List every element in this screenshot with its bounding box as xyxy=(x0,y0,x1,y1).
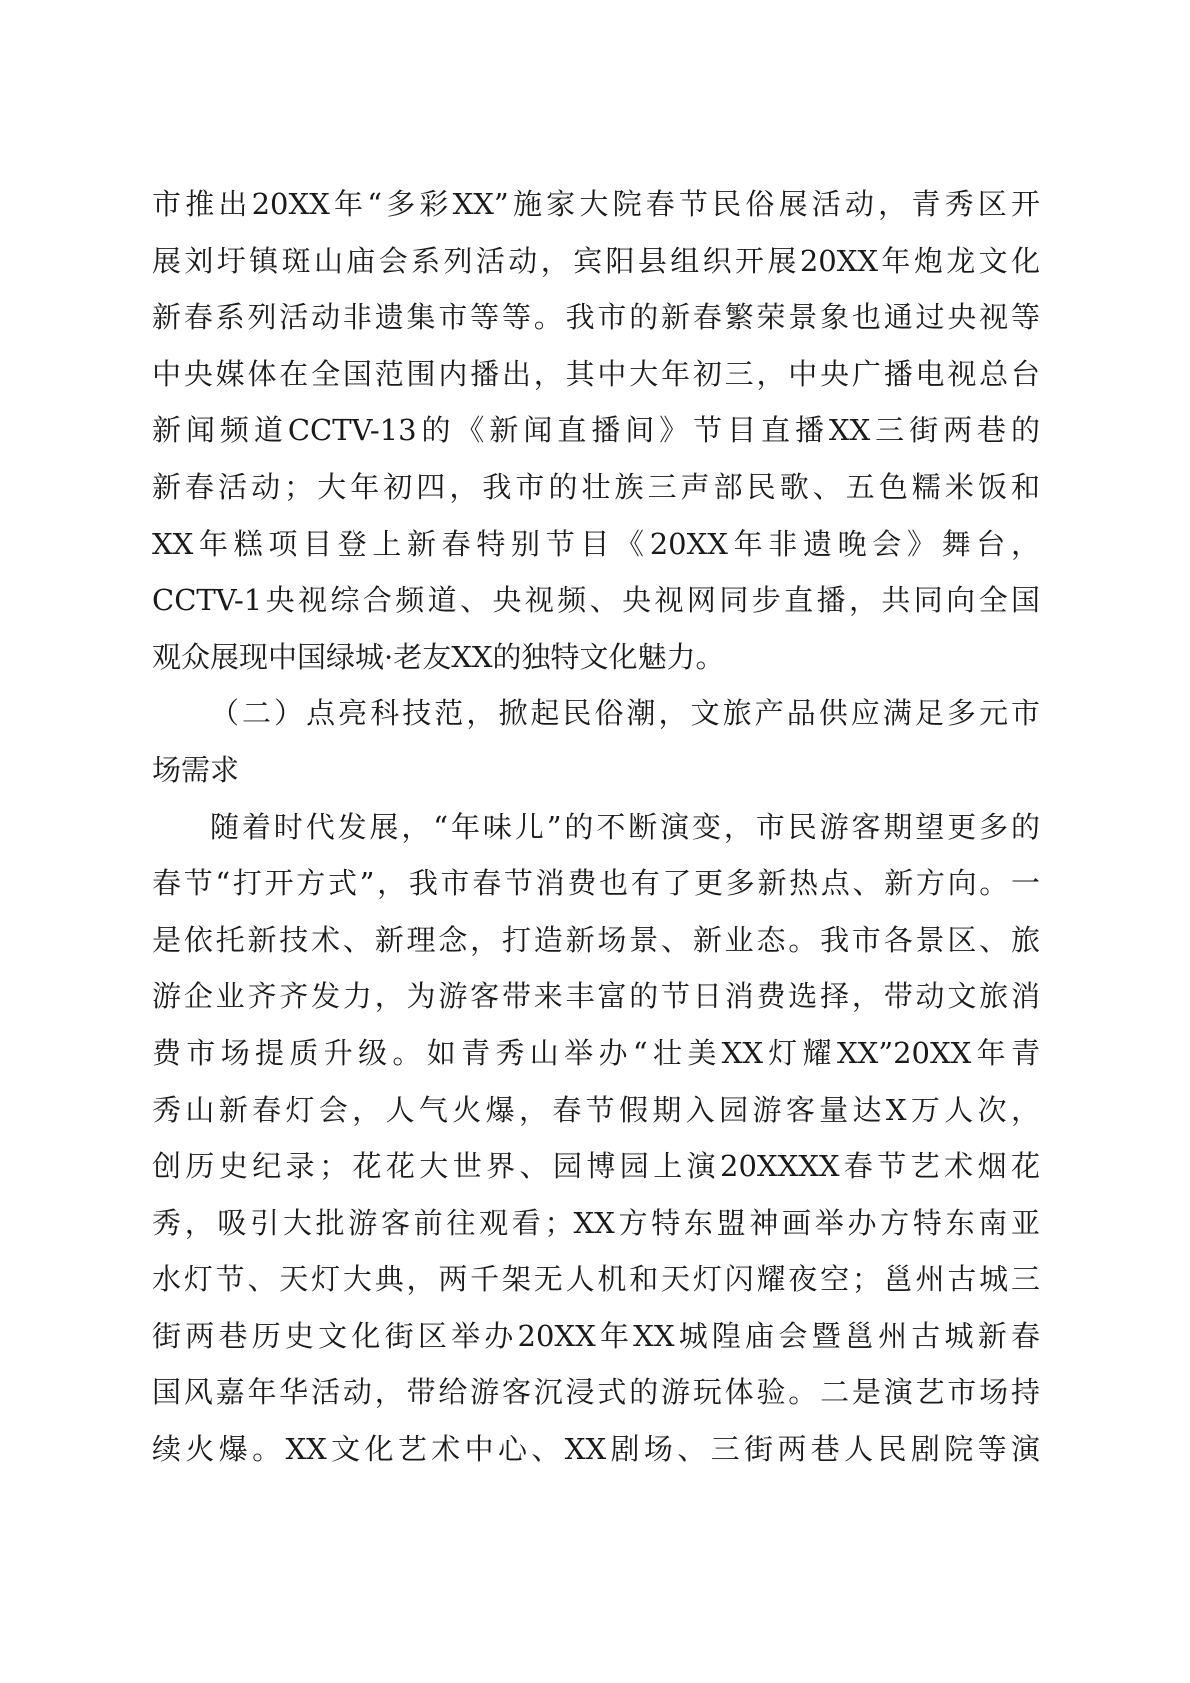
text-line: 展刘圩镇斑山庙会系列活动，宾阳县组织开展20XX年炮龙文化 xyxy=(152,243,1040,278)
text-line: 观众展现中国绿城·老友XX的独特文化魅力。 xyxy=(152,639,725,674)
text-line: 费市场提质升级。如青秀山举办“壮美XX灯耀XX”20XX年青 xyxy=(152,1035,1040,1070)
text-line: 创历史纪录；花花大世界、园博园上演20XXXX春节艺术烟花 xyxy=(152,1149,1040,1184)
text-line: 国风嘉年华活动，带给游客沉浸式的游玩体验。二是演艺市场持 xyxy=(152,1375,1040,1410)
text-line: 市推出20XX年“多彩XX”施家大院春节民俗展活动，青秀区开 xyxy=(152,187,1040,221)
text-line: 新春系列活动非遗集市等等。我市的新春繁荣景象也通过央视等 xyxy=(152,300,1040,335)
text-line: 水灯节、天灯大典，两千架无人机和天灯闪耀夜空；邕州古城三 xyxy=(152,1262,1040,1297)
heading-line: （二）点亮科技范，掀起民俗潮，文旅产品供应满足多元市 xyxy=(210,696,1040,731)
text-line: 秀山新春灯会，人气火爆，春节假期入园游客量达X万人次， xyxy=(152,1092,1040,1127)
text-line: CCTV-1央视综合频道、央视频、央视网同步直播，共同向全国 xyxy=(152,583,1040,618)
text-line: 秀，吸引大批游客前往观看；XX方特东盟神画举办方特东南亚 xyxy=(152,1205,1040,1240)
text-line: 春节“打开方式”，我市春节消费也有了更多新热点、新方向。一 xyxy=(152,866,1040,901)
paragraph xyxy=(152,799,1040,1478)
document-body xyxy=(152,176,1040,1478)
section-heading xyxy=(152,685,1040,798)
text-line: 新春活动；大年初四，我市的壮族三声部民歌、五色糯米饭和 xyxy=(152,469,1040,504)
text-line: 是依托新技术、新理念，打造新场景、新业态。我市各景区、旅 xyxy=(152,922,1040,957)
text-line: 续火爆。XX文化艺术中心、XX剧场、三街两巷人民剧院等演 xyxy=(152,1432,1040,1467)
heading-line: 场需求 xyxy=(152,752,240,787)
text-line: XX年糕项目登上新春特别节目《20XX年非遗晚会》舞台， xyxy=(152,526,1040,561)
paragraph-continued xyxy=(152,176,1040,685)
text-line: 中央媒体在全国范围内播出，其中大年初三，中央广播电视总台 xyxy=(152,356,1040,391)
text-line: 随着时代发展，“年味儿”的不断演变，市民游客期望更多的 xyxy=(210,809,1040,844)
text-line: 新闻频道CCTV-13的《新闻直播间》节目直播XX三街两巷的 xyxy=(152,413,1040,448)
text-line: 游企业齐齐发力，为游客带来丰富的节日消费选择，带动文旅消 xyxy=(152,979,1040,1014)
text-line: 街两巷历史文化街区举办20XX年XX城隍庙会暨邕州古城新春 xyxy=(152,1318,1040,1353)
